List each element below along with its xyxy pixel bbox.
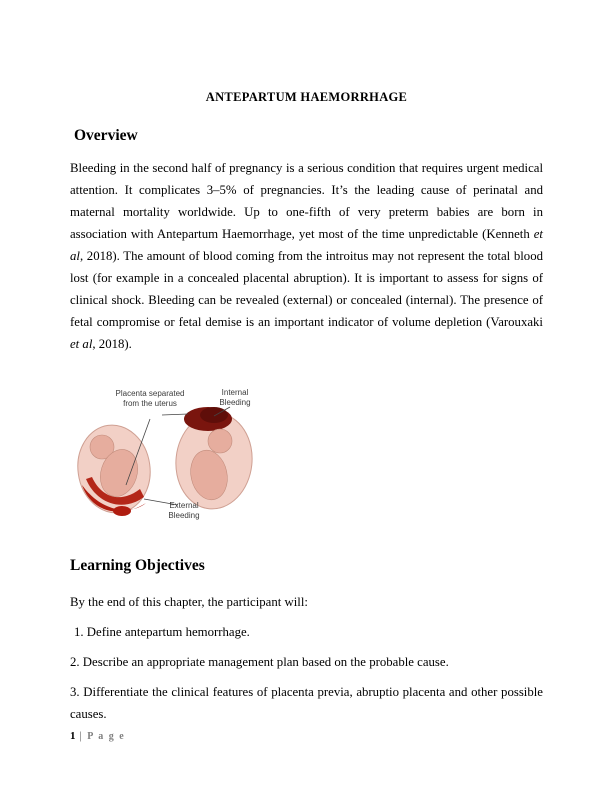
- figure-label-placenta: Placenta separated from the uterus: [115, 389, 185, 408]
- separated-placenta-shape: [200, 407, 228, 423]
- external-blood-drip-shape: [113, 506, 131, 516]
- right-fetus-head-shape: [208, 429, 232, 453]
- learning-objectives-heading: Learning Objectives: [70, 557, 205, 574]
- page-footer: [70, 730, 125, 742]
- placental-abruption-figure: [62, 389, 277, 529]
- paragraph-segment-3: , 2018).: [92, 337, 132, 351]
- figure-label-internal-bleeding: Internal Bleeding: [219, 388, 251, 407]
- citation-et-al-2: et al: [70, 337, 93, 351]
- figure-label-external-bleeding: External Bleeding: [168, 501, 200, 520]
- document-title: ANTEPARTUM HAEMORRHAGE: [205, 90, 408, 104]
- overview-paragraph: [70, 157, 543, 355]
- objective-item-1: 1. Define antepartum hemorrhage.: [74, 625, 250, 639]
- document-content: [70, 0, 543, 725]
- paragraph-segment-1: Bleeding in the second half of pregnancy is a serious condition that requires urgent medical attention. It complicates 3–5% of pregnancies. It’s the leading cause of perinatal and maternal mortality worldwide. Up to one-fifth of very preterm babies are born in association with Antepartum Haemorrhage, yet most of the time unpredictable (Kenneth: [70, 161, 543, 241]
- objective-item-2: 2. Describe an appropriate management plan based on the probable cause.: [70, 655, 449, 669]
- paragraph-segment-2: , 2018). The amount of blood coming from the introitus may not represent the total blood lost (for example in a concealed placental abruption). It is important to assess for signs of clinical shock. Bleeding can be revealed (external) or concealed (internal). The presence of fetal compromise or fetal demise is an important indicator of volume depletion (Varouxaki: [70, 249, 543, 329]
- citation-et-al-1: et al: [70, 227, 543, 263]
- objective-item-3: 3. Differentiate the clinical features of placenta previa, abruptio placenta and other possible causes.: [70, 685, 543, 721]
- overview-heading: Overview: [74, 127, 138, 144]
- page-number: 1: [70, 730, 76, 742]
- learning-objectives-intro: By the end of this chapter, the participant will:: [70, 595, 308, 609]
- page-footer-label: | P a g e: [79, 731, 126, 742]
- placenta-leader-line-2: [162, 414, 188, 415]
